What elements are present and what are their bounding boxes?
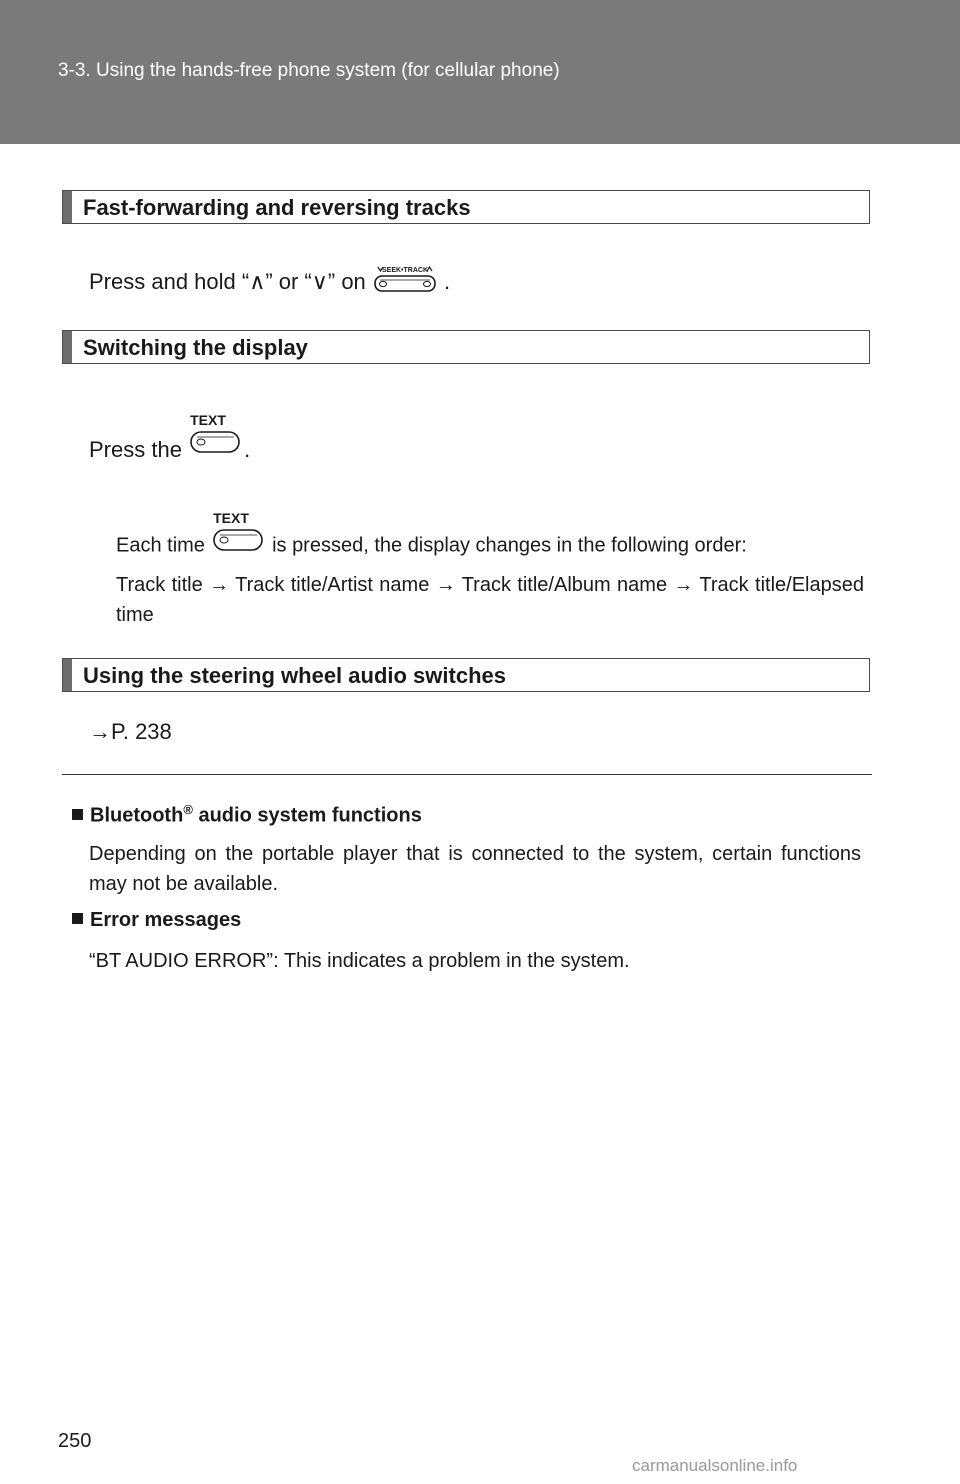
note-text-bluetooth: Depending on the portable player that is connected to the system, certain functions may not be available.	[89, 843, 861, 895]
text-button-label: TEXT	[190, 412, 226, 428]
square-bullet-icon	[72, 809, 83, 820]
note-heading-text: Bluetooth	[90, 804, 184, 827]
text-button-icon	[188, 410, 244, 464]
down-arrow-symbol: ∨	[311, 268, 328, 294]
note-heading-text: Error messages	[90, 909, 242, 931]
text-button-label: TEXT	[212, 510, 249, 526]
each-time-text-a: Each time	[116, 534, 205, 557]
seek-track-label: SEEK•TRACK	[381, 267, 428, 274]
text-button-icon	[211, 508, 267, 560]
section-accent	[63, 191, 72, 223]
section-title: Fast-forwarding and reversing tracks	[83, 195, 471, 220]
display-order-text: Track title → Track title/Artist name → Track title/Album name → Track title/Elapsed time	[116, 574, 864, 626]
instruction-text: Press and hold “	[89, 268, 250, 294]
registered-mark: ®	[183, 802, 193, 817]
instruction-text: .	[444, 268, 451, 294]
fast-forward-instruction	[89, 263, 450, 303]
page-number: 250	[58, 1430, 92, 1452]
note-text-errors: “BT AUDIO ERROR”: This indicates a problem in the system.	[89, 950, 630, 972]
instruction-text: ” on	[327, 268, 366, 294]
section-steering-heading	[62, 658, 870, 692]
chapter-title: 3-3. Using the hands-free phone system (for cellular phone)	[58, 60, 560, 81]
switching-instruction	[89, 410, 250, 464]
instruction-text: ” or “	[265, 268, 312, 294]
note-heading-errors	[72, 909, 241, 932]
instruction-text: Press the	[89, 436, 182, 462]
page-reference-link[interactable]: →P. 238	[89, 719, 172, 744]
section-accent	[63, 331, 72, 363]
square-bullet-icon	[72, 913, 83, 924]
each-time-text-b: is pressed, the display changes in the following order:	[272, 534, 747, 557]
page-header	[0, 0, 960, 144]
instruction-text: .	[244, 436, 251, 462]
section-title: Switching the display	[83, 335, 308, 360]
section-switching-heading	[62, 330, 870, 364]
note-heading-bluetooth	[72, 802, 422, 828]
up-arrow-symbol: ∧	[249, 268, 266, 294]
watermark: carmanualsonline.info	[632, 1456, 798, 1475]
section-title: Using the steering wheel audio switches	[83, 663, 506, 688]
section-fast-forward-heading	[62, 190, 870, 224]
section-accent	[63, 659, 72, 691]
each-time-text	[116, 508, 747, 560]
divider	[62, 774, 872, 775]
note-heading-text: audio system functions	[192, 804, 422, 827]
seek-track-button-icon	[372, 263, 438, 303]
